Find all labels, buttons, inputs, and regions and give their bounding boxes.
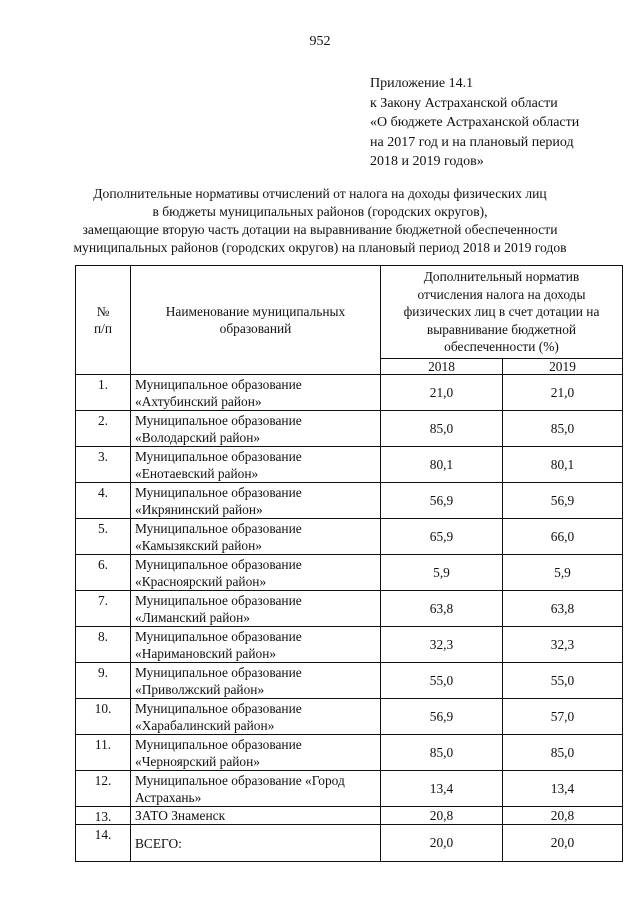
row-name: ЗАТО Знаменск <box>131 807 381 825</box>
table-row <box>76 627 623 663</box>
row-name-line: Муниципальное образование <box>135 736 302 752</box>
row-number: 2. <box>76 411 131 447</box>
appendix-line: «О бюджете Астраханской области <box>370 115 580 130</box>
value-2019: 56,9 <box>503 483 623 519</box>
header-name <box>131 266 381 375</box>
row-name-line: «Красноярский район» <box>135 573 267 589</box>
row-number: 5. <box>76 519 131 555</box>
value-2018: 13,4 <box>381 771 503 807</box>
appendix-line: на 2017 год и на плановый период <box>370 134 574 150</box>
row-name-line: Муниципальное образование <box>135 520 302 536</box>
value-2019: 85,0 <box>503 735 623 771</box>
row-number: 12. <box>76 771 131 807</box>
table-row <box>76 591 623 627</box>
table-row <box>76 555 623 591</box>
table-row <box>76 807 623 825</box>
row-name-line: Муниципальное образование <box>135 592 302 608</box>
row-name-line: «Ахтубинский район» <box>135 393 262 409</box>
row-number: 13. <box>76 807 131 825</box>
row-name <box>131 411 381 447</box>
value-2019: 80,1 <box>503 447 623 483</box>
value-2018: 80,1 <box>381 447 503 483</box>
table-row <box>76 663 623 699</box>
row-name-line: Муниципальное образование <box>135 376 302 392</box>
value-2018: 56,9 <box>381 483 503 519</box>
row-number: 6. <box>76 555 131 591</box>
row-name-line: «Икрянинский район» <box>135 501 263 517</box>
header-number-line: п/п <box>93 321 113 336</box>
row-name-line: Муниципальное образование <box>135 484 302 500</box>
header-year-2019: 2019 <box>503 359 623 375</box>
table-row <box>76 771 623 807</box>
value-2019: 20,0 <box>503 825 623 862</box>
appendix-block <box>370 74 579 172</box>
row-name <box>131 735 381 771</box>
row-name-line: «Камызякский район» <box>135 537 262 553</box>
row-name-line: Муниципальное образование <box>135 664 302 680</box>
row-number: 14. <box>76 825 131 862</box>
row-name-line: «Енотаевский район» <box>135 465 259 481</box>
row-name-line: «Наримановский район» <box>135 645 277 661</box>
row-name-line: «Володарский район» <box>135 429 261 445</box>
row-name-line: Муниципальное образование «Город <box>135 772 345 788</box>
table-row <box>76 447 623 483</box>
heading-line: Дополнительные нормативы отчислений от налога на доходы физических лиц <box>93 186 547 201</box>
header-number <box>76 266 131 375</box>
header-number-line: № <box>96 303 110 319</box>
heading-line: в бюджеты муниципальных районов (городских округов), <box>152 204 488 219</box>
value-2019: 5,9 <box>503 555 623 591</box>
value-2018: 63,8 <box>381 591 503 627</box>
value-2018: 85,0 <box>381 735 503 771</box>
row-name <box>131 375 381 411</box>
value-2018: 20,0 <box>381 825 503 862</box>
row-name-line: Муниципальное образование <box>135 628 302 644</box>
value-2018: 32,3 <box>381 627 503 663</box>
row-name <box>131 699 381 735</box>
row-name-line: Астрахань» <box>135 789 202 805</box>
value-2019: 32,3 <box>503 627 623 663</box>
header-name-line: Наименование муниципальных <box>165 303 346 319</box>
heading-line: муниципальных районов (городских округов) на плановый период 2018 и 2019 годов <box>73 240 567 255</box>
row-number: 3. <box>76 447 131 483</box>
row-name <box>131 519 381 555</box>
row-name-line: Муниципальное образование <box>135 556 302 572</box>
value-2018: 5,9 <box>381 555 503 591</box>
header-norm-line: Дополнительный норматив <box>423 269 580 285</box>
value-2019: 63,8 <box>503 591 623 627</box>
norms-table <box>75 265 623 862</box>
heading-line: замещающие вторую часть дотации на выравнивание бюджетной обеспеченности <box>82 222 558 237</box>
row-name <box>131 627 381 663</box>
row-name-line: Муниципальное образование <box>135 700 302 716</box>
total-row <box>76 825 623 862</box>
row-name-line: «Лиманский район» <box>135 609 250 625</box>
page-number: 952 <box>309 34 331 49</box>
header-norm <box>381 266 623 359</box>
table-row <box>76 411 623 447</box>
value-2019: 55,0 <box>503 663 623 699</box>
row-name <box>131 483 381 519</box>
row-name <box>131 555 381 591</box>
row-number: 10. <box>76 699 131 735</box>
row-name <box>131 771 381 807</box>
header-norm-line: отчисления налога на доходы <box>417 286 586 302</box>
row-name-line: «Приволжский район» <box>135 681 265 697</box>
row-number: 9. <box>76 663 131 699</box>
row-name <box>131 447 381 483</box>
row-number: 7. <box>76 591 131 627</box>
header-norm-line: физических лиц в счет дотации на <box>403 304 600 320</box>
table-row <box>76 735 623 771</box>
row-number: 8. <box>76 627 131 663</box>
document-heading <box>0 185 640 257</box>
row-name-line: Муниципальное образование <box>135 448 302 464</box>
header-norm-line: обеспеченности (%) <box>444 339 559 355</box>
value-2018: 20,8 <box>381 807 503 825</box>
header-year-2018: 2018 <box>381 359 503 375</box>
value-2018: 85,0 <box>381 411 503 447</box>
header-name-line: образований <box>219 321 292 336</box>
value-2019: 13,4 <box>503 771 623 807</box>
row-name <box>131 591 381 627</box>
row-name <box>131 663 381 699</box>
value-2018: 65,9 <box>381 519 503 555</box>
row-number: 1. <box>76 375 131 411</box>
row-number: 11. <box>76 735 131 771</box>
value-2019: 57,0 <box>503 699 623 735</box>
appendix-line: 2018 и 2019 годов» <box>370 154 484 169</box>
value-2019: 20,8 <box>503 807 623 825</box>
row-name-line: Муниципальное образование <box>135 412 302 428</box>
appendix-line: Приложение 14.1 <box>370 76 474 91</box>
value-2019: 66,0 <box>503 519 623 555</box>
value-2019: 85,0 <box>503 411 623 447</box>
header-norm-line: выравнивание бюджетной <box>426 321 577 337</box>
table-row <box>76 519 623 555</box>
value-2018: 56,9 <box>381 699 503 735</box>
row-name: ВСЕГО: <box>131 825 381 862</box>
row-number: 4. <box>76 483 131 519</box>
value-2018: 55,0 <box>381 663 503 699</box>
table-row <box>76 375 623 411</box>
row-name-line: «Черноярский район» <box>135 753 260 769</box>
value-2018: 21,0 <box>381 375 503 411</box>
row-name-line: «Харабалинский район» <box>135 717 275 733</box>
appendix-line: к Закону Астраханской области <box>370 95 558 111</box>
table-row <box>76 483 623 519</box>
table-row <box>76 699 623 735</box>
value-2019: 21,0 <box>503 375 623 411</box>
